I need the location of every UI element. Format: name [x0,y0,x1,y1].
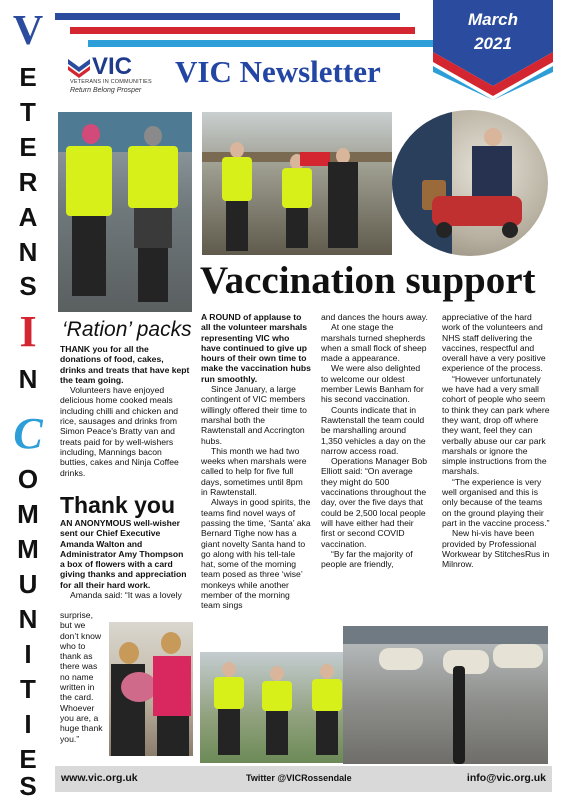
email-link[interactable]: info@vic.org.uk [466,772,546,784]
scooter-photo [392,110,548,256]
ration-lead: THANK you for all the donations of food, cakes, drinks and treats that have kept the team going. [60,344,190,385]
vaccination-paragraph: We were also delighted to welcome our oldest member Lewis Banham for his second vaccination. [321,363,424,405]
badge-year: 2021 [474,34,512,53]
ration-body: Volunteers have enjoyed delicious home cooked meals including chilli and chicken and rice, sausages and drinks from Simon Peace’s Bratty van and treats paid for by well-wishers including, Mannings bacon butties, cakes and Ninja Coffee drinks. [60,385,179,478]
side-letter: A [18,202,38,232]
side-letter: S [19,271,37,301]
badge-month: March [467,10,519,29]
side-letter: S [19,771,37,800]
twitter-handle[interactable]: Twitter @VICRossendale [246,773,352,783]
vaccination-column-2 [321,312,429,569]
side-letter: I [24,639,32,669]
navy-stripe [55,13,400,20]
volunteers-photo [58,112,192,312]
side-letter: N [18,237,38,267]
thanks-lead: AN ANONYMOUS well-wisher sent our Chief Executive Amanda Walton and Administrator Amy Thompson a box of flowers with a card giving thanks and appreciation for all their hard work. [60,518,187,590]
vaccination-lead: A ROUND of applause to all the volunteer marshals representing VIC who have continued to give up hours of their own time to make the vaccination hubs run smoothly. [201,312,311,384]
footer-bar [55,766,552,792]
side-letter: O [17,464,39,494]
sheep-photo [343,626,548,764]
vaccination-paragraph: New hi-vis have been provided by Professional Workwear by StitchesRus in Milnrow. [442,528,550,570]
vaccination-paragraph: This month we had two weeks when marshals were called to help for five full days, sometimes until 8pm in Rawtenstall. [201,445,307,498]
blue-stripe [88,40,433,47]
thank-you-article [60,518,190,600]
thank-you-headline: Thank you [60,492,176,518]
vaccination-paragraph: appreciative of the hard work of the volunteers and NHS staff delivering the vaccines, respectful and overall have a very positive experience of the process. [442,312,546,374]
marshals-photo [202,112,392,255]
side-letter: M [17,534,39,564]
side-letter: N [18,604,38,634]
date-badge [433,0,553,100]
vaccination-paragraph: Counts indicate that in Rawtenstall the team could be marshalling around 1,350 vehicles a day on the narrow access road. [321,404,426,456]
chevron-logo-icon [68,57,90,79]
side-letter: E [19,744,37,774]
side-letter: I [24,709,32,739]
ration-headline: ‘Ration’ packs [62,318,192,341]
vaccination-paragraph: Always in good spirits, the teams find novel ways of passing the time, ‘Santa’ aka Bernard Tighe now has a giant novelty Santa hand to go along with his tell-tale hat, some of the morning team posed as three ‘wise’ monkeys while another member of the morning team sings [201,497,311,611]
side-letter: U [18,569,38,599]
logo-tagline: Return Belong Prosper [70,87,142,94]
thanks-quote-start: Amanda said: “It was a lovely [70,590,182,601]
vaccination-paragraph: Operations Manager Bob Elliott said: “On average they might do 500 vaccinations throughout the day, over the five days that could be 2,500 local people will have either had their first or second COVID vaccination. [321,456,428,549]
vaccination-paragraph: “By far the majority of people are friendly, [321,548,413,570]
thanks-quote-rest: surprise, but we don’t know who to thank as there was no name written in the card. Whoever you are, a huge thank you.” [60,610,103,744]
side-letter: T [20,97,36,127]
vaccination-column-3 [442,312,550,569]
vaccination-headline: Vaccination support [200,259,536,302]
logo-wordmark: VIC [92,53,133,80]
vic-logo [68,55,173,97]
vaccination-paragraph: “However unfortunately we have had a very small cohort of people who seem to think they can park where they want, drop off where they want, feel they can verbally abuse our car park marshals or ignore the simple instructions from the marshals. [442,373,550,477]
side-letter: E [19,62,37,92]
logo-subtitle: VETERANS IN COMMUNITIES [70,79,152,85]
side-letter: E [19,132,37,162]
side-letter: T [20,674,36,704]
vaccination-paragraph: At one stage the marshals turned shepherds when a small flock of sheep made a appearance. [321,322,427,364]
side-letter: V [12,8,44,54]
side-letter: C [13,409,43,458]
monkeys-photo [200,652,352,763]
vaccination-paragraph: and dances the hours away. [321,312,428,322]
vaccination-column-1 [201,312,311,611]
flowers-photo [109,622,193,756]
side-title [10,8,46,800]
vaccination-paragraph: Since January, a large contingent of VIC members willingly offered their time to marshal both the Rawtenstall and Accrington hubs. [201,384,307,446]
red-stripe [70,27,415,34]
ration-article [60,344,190,478]
side-letter: N [18,364,38,394]
side-letter: M [17,499,39,529]
website-link[interactable]: www.vic.org.uk [61,772,138,784]
vaccination-paragraph: “The experience is very well organised and this is only because of the teams on the ground playing their part in the vaccine process.” [442,476,550,528]
side-letter: I [19,307,37,356]
page-title: VIC Newsletter [175,54,381,89]
side-letter: R [18,167,38,197]
